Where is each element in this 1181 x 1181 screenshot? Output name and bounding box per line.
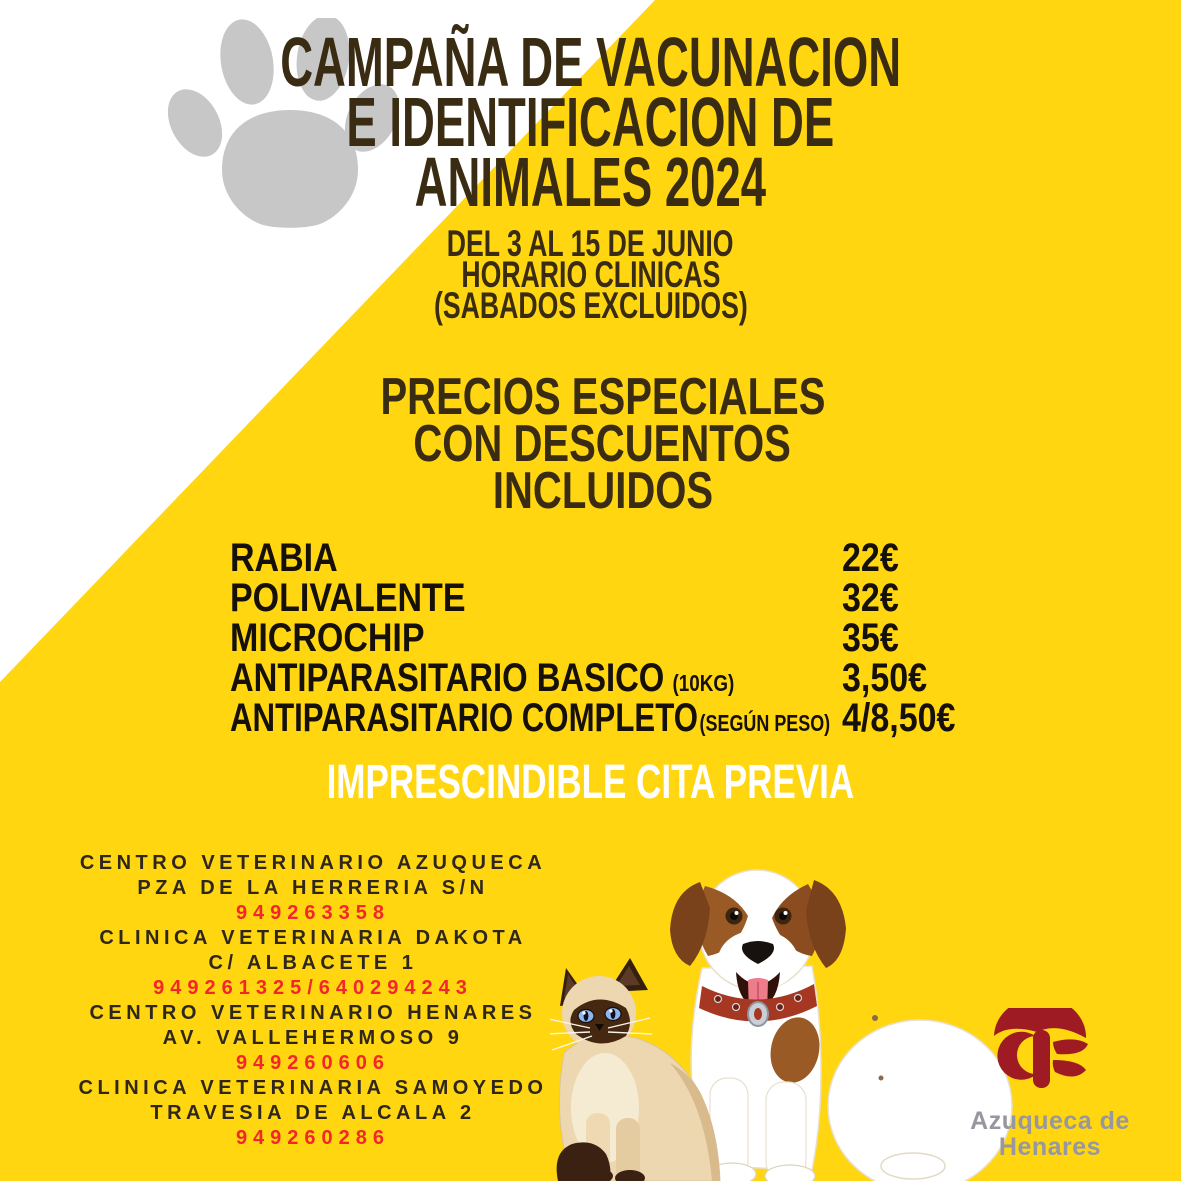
price-row-polivalente <box>230 578 990 618</box>
title-line-1: CAMPAÑA DE VACUNACION <box>280 23 901 101</box>
clinic-phone: 949260286 <box>235 1127 391 1149</box>
price-label: ANTIPARASITARIO BASICO <box>230 656 665 700</box>
schedule-hours: HORARIO CLINICAS <box>460 254 720 295</box>
price-row-antiparasitario-completo <box>230 698 990 738</box>
clinic-address: TRAVESIA DE ALCALA 2 <box>150 1102 476 1124</box>
title-line-2: E IDENTIFICACION DE <box>346 83 835 161</box>
clinic-name: CLINICA VETERINARIA DAKOTA <box>99 927 527 949</box>
clinic-address: AV. VALLEHERMOSO 9 <box>162 1027 464 1049</box>
clinic-name: CLINICA VETERINARIA SAMOYEDO <box>78 1077 548 1099</box>
clinic-address: PZA DE LA HERRERIA S/N <box>137 877 489 899</box>
price-row-antiparasitario-basico <box>230 658 990 698</box>
poster-title <box>0 23 1181 221</box>
price-row-microchip <box>230 618 990 658</box>
clinics-list <box>28 851 598 1151</box>
price-label: ANTIPARASITARIO COMPLETO <box>230 696 698 740</box>
clinic-phone: 949263358 <box>235 902 391 924</box>
pricing-heading-line-2: CON DESCUENTOS <box>413 415 792 473</box>
price-value: 35€ <box>842 616 899 660</box>
price-value: 3,50€ <box>842 656 928 700</box>
town-name: Azuqueca de Henares <box>970 1107 1130 1161</box>
pricing-heading-line-1: PRECIOS ESPECIALES <box>379 368 825 426</box>
appointment-notice: IMPRESCINDIBLE CITA PREVIA <box>326 756 855 809</box>
price-table <box>230 538 990 738</box>
schedule-exclusion: (SABADOS EXCLUIDOS) <box>433 285 748 326</box>
schedule-dates: DEL 3 AL 15 DE JUNIO <box>447 223 734 264</box>
price-row-rabia <box>230 538 990 578</box>
azuqueca-de-henares-logo <box>991 1008 1095 1100</box>
price-note: (SEGÚN PESO) <box>699 710 831 736</box>
price-label: RABIA <box>230 536 338 580</box>
price-value: 4/8,50€ <box>842 696 956 740</box>
clinic-phone: 949261325/640294243 <box>153 977 473 999</box>
title-line-3: ANIMALES 2024 <box>414 143 767 221</box>
campaign-schedule <box>0 223 1181 326</box>
price-label: POLIVALENTE <box>230 576 466 620</box>
clinic-name: CENTRO VETERINARIO AZUQUECA <box>79 852 547 874</box>
price-value: 22€ <box>842 536 899 580</box>
pricing-heading-line-3: INCLUIDOS <box>492 462 713 520</box>
price-label: MICROCHIP <box>230 616 425 660</box>
pricing-heading <box>12 368 1181 520</box>
clinic-address: C/ ALBACETE 1 <box>208 952 418 974</box>
clinic-name: CENTRO VETERINARIO HENARES <box>89 1002 537 1024</box>
clinic-phone: 949260606 <box>235 1052 391 1074</box>
price-note: (10KG) <box>672 670 735 696</box>
price-value: 32€ <box>842 576 899 620</box>
